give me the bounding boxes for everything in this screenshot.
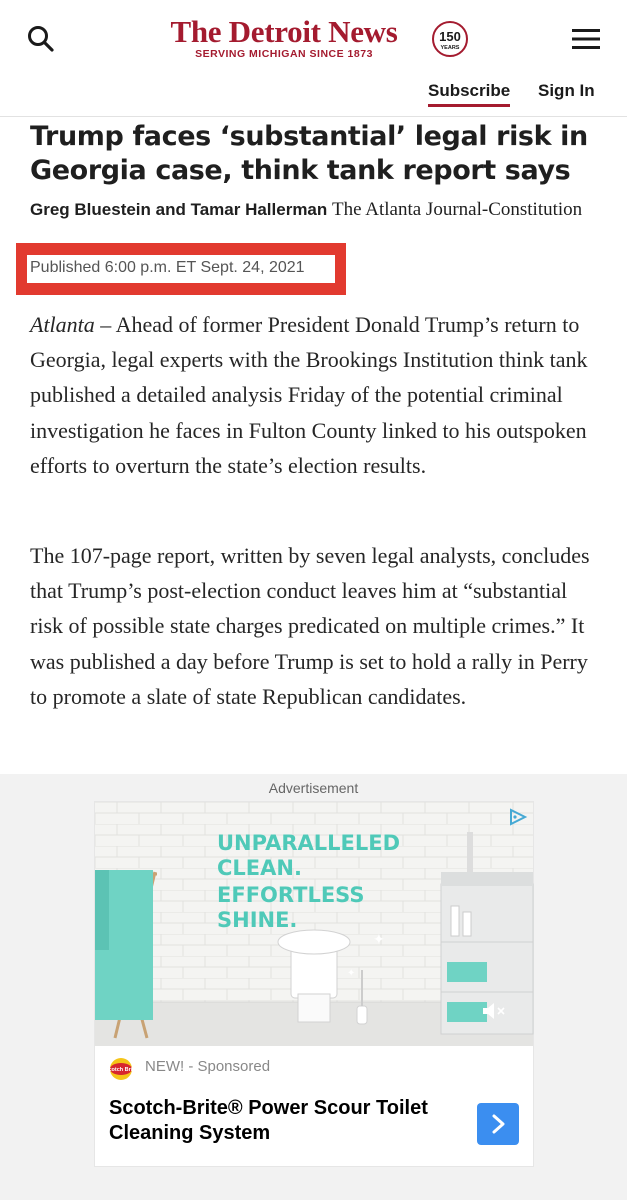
byline-authors[interactable]: Greg Bluestein and Tamar Hallerman <box>30 200 328 219</box>
article-paragraph <box>30 307 605 483</box>
ad-image-text: EFFORTLESS <box>217 883 365 907</box>
byline-source: The Atlanta Journal-Constitution <box>332 199 583 220</box>
ad-image[interactable] <box>95 802 533 1046</box>
site-header <box>0 0 627 117</box>
adchoices-icon[interactable] <box>505 806 529 828</box>
scotch-brite-logo-icon <box>104 1057 138 1081</box>
logo-title: The Detroit News <box>170 14 398 49</box>
sponsored-label: NEW! - Sponsored <box>145 1058 271 1075</box>
ad-image-text: UNPARALLELED <box>217 831 401 855</box>
published-timestamp: Published 6:00 p.m. ET Sept. 24, 2021 <box>30 259 305 276</box>
badge-label: YEARS <box>440 45 460 51</box>
article-paragraph: The 107-page report, written by seven legal analysts, concludes that Trump’s post-election conduct leaves him at “substantial risk of possible state charges predicated on multiple crimes.” It was published a day before Trump is set to hold a rally in Perry to promote a slate of state Republican candidates. <box>30 543 590 709</box>
article-headline: Trump faces ‘substantial’ legal risk in Georgia case, think tank report says <box>30 121 588 186</box>
svg-text:✦: ✦ <box>373 932 385 948</box>
ad-title[interactable]: Scotch-Brite® Power Scour Toilet Cleaning System <box>109 1097 428 1144</box>
badge-number: 150 <box>439 29 461 44</box>
sign-in-link[interactable]: Sign In <box>538 81 595 100</box>
logo-tagline: SERVING MICHIGAN SINCE 1873 <box>195 48 373 60</box>
subscribe-link[interactable]: Subscribe <box>428 81 510 107</box>
svg-text:✦: ✦ <box>347 968 356 979</box>
paragraph-text: – Ahead of former President Donald Trump’s return to Georgia, legal experts with the Brookings Institution think tank published a detailed analysis Friday of the potential criminal investigation he faces in Fulton County linked to his outspoken efforts to overturn the state’s election results. <box>30 312 588 478</box>
ad-image-text: SHINE. <box>217 908 298 932</box>
ad-image-text: CLEAN. <box>217 856 302 880</box>
byline <box>30 198 610 222</box>
hamburger-menu-icon <box>570 24 602 54</box>
search-button[interactable] <box>26 24 56 54</box>
dateline: Atlanta <box>30 312 95 337</box>
site-logo[interactable] <box>153 16 415 60</box>
chevron-right-icon <box>488 1113 508 1135</box>
sponsored-ad-card[interactable] <box>94 801 534 1167</box>
brand-logo-text: Scotch Brite <box>104 1067 138 1073</box>
ad-next-button[interactable] <box>477 1103 519 1145</box>
search-icon <box>26 24 56 54</box>
anniversary-badge-icon <box>431 20 469 58</box>
bathroom-scene-image <box>95 802 533 1046</box>
advertisement-label: Advertisement <box>268 780 359 796</box>
menu-button[interactable] <box>570 24 602 54</box>
